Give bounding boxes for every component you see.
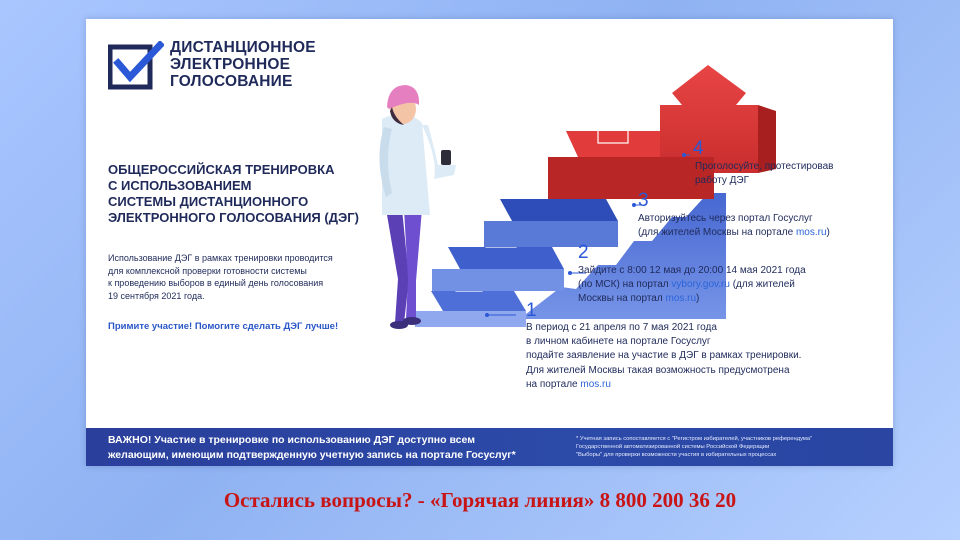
important-banner bbox=[86, 428, 893, 466]
footnote-line: * Учетная запись сопоставляется с "Регистром избирателей, участников референдума" bbox=[576, 436, 813, 442]
footnote-line: "Выборы" для проверки возможности участия в избирательных процессах bbox=[576, 452, 777, 458]
step-line: в личном кабинете на портале Госуслуг bbox=[526, 336, 711, 348]
intro-line: 19 сентября 2021 года. bbox=[108, 290, 205, 301]
mos-ru-link[interactable]: mos.ru bbox=[795, 227, 827, 239]
step-line-part: (для жителей bbox=[729, 279, 795, 291]
step-line bbox=[638, 226, 830, 240]
step-line-part: (по МСК) на портал bbox=[578, 279, 672, 291]
footnote-line: Государственной автоматизированной системы Российской Федерации bbox=[576, 444, 770, 450]
mos-ru-link[interactable]: mos.ru bbox=[580, 378, 611, 390]
intro-line: Использование ДЭГ в рамках тренировки проводится bbox=[108, 253, 333, 263]
step-1-text bbox=[526, 321, 801, 392]
stair-step-2-top bbox=[448, 247, 564, 269]
hotline-text: Остались вопросы? - «Горячая линия» 8 800 200 36 20 bbox=[223, 488, 737, 512]
stair-step-4-front bbox=[548, 157, 714, 199]
step-line bbox=[578, 292, 806, 306]
title-line: ОБЩЕРОССИЙСКАЯ ТРЕНИРОВКА bbox=[108, 162, 335, 177]
step-line: В период с 21 апреля по 7 мая 2021 года bbox=[526, 322, 717, 333]
intro-line: к проведению выборов в единый день голосования bbox=[108, 278, 324, 288]
step-1-number: 1 bbox=[526, 300, 537, 321]
step-3-number: 3 bbox=[638, 190, 649, 211]
stair-step-1-top bbox=[431, 291, 526, 311]
step-3-text bbox=[638, 212, 830, 240]
banner-footnote bbox=[576, 435, 812, 459]
banner-line: ВАЖНО! Участие в тренировке по использованию ДЭГ доступно всем bbox=[108, 434, 475, 446]
step-2-number: 2 bbox=[578, 242, 589, 263]
step-line-part: (для жителей Москвы на портале bbox=[638, 227, 796, 239]
up-arrow bbox=[660, 65, 758, 173]
call-to-action: Примите участие! Помогите сделать ДЭГ лучше! bbox=[108, 321, 339, 332]
step-line: Проголосуйте, протестировав bbox=[695, 161, 834, 172]
stair-step-2-front bbox=[432, 269, 564, 291]
step-line: Авторизуйтесь через портал Госуслуг bbox=[638, 213, 813, 224]
step-4-number: 4 bbox=[693, 138, 704, 159]
step-4-text bbox=[695, 160, 833, 188]
step-line: Зайдите с 8:00 12 мая до 20:00 14 мая 2021 года bbox=[578, 265, 806, 276]
title-line: СИСТЕМЫ ДИСТАНЦИОННОГО bbox=[108, 194, 309, 209]
stair-step-3-top bbox=[500, 199, 618, 221]
logo-line-3: ГОЛОСОВАНИЕ bbox=[170, 73, 293, 90]
logo-line-1: ДИСТАНЦИОННОЕ bbox=[170, 39, 316, 56]
stair-step-3-front bbox=[484, 221, 618, 247]
step-line: подайте заявление на участие в ДЭГ в рамках тренировки. bbox=[526, 350, 802, 362]
vybory-link[interactable]: vybory.gov.ru bbox=[671, 279, 730, 291]
step-line-part: ) bbox=[826, 227, 830, 239]
step-line-part: ) bbox=[696, 293, 700, 305]
phone-icon bbox=[441, 150, 451, 165]
step-line bbox=[578, 278, 806, 292]
step-2-text bbox=[578, 264, 806, 307]
step-line bbox=[526, 378, 801, 392]
step-line-part: Москвы на портал bbox=[578, 293, 666, 305]
step-line-part: на портале bbox=[526, 378, 581, 390]
poster bbox=[86, 19, 893, 466]
banner-line: желающим, имеющим подтвержденную учетную запись на портале Госуслуг* bbox=[108, 449, 516, 461]
stair-step-1-front bbox=[415, 311, 526, 327]
step-line: Для жителей Москвы такая возможность предусмотрена bbox=[526, 364, 790, 376]
title-line: ЭЛЕКТРОННОГО ГОЛОСОВАНИЯ (ДЭГ) bbox=[108, 210, 359, 225]
title-line: С ИСПОЛЬЗОВАНИЕМ bbox=[108, 178, 252, 193]
banner-main-text bbox=[108, 433, 516, 463]
step-line: работу ДЭГ bbox=[695, 175, 750, 187]
logo-line-2: ЭЛЕКТРОННОЕ bbox=[170, 56, 291, 73]
mos-ru-link[interactable]: mos.ru bbox=[665, 293, 697, 305]
intro-line: для комплексной проверки готовности системы bbox=[108, 265, 307, 276]
